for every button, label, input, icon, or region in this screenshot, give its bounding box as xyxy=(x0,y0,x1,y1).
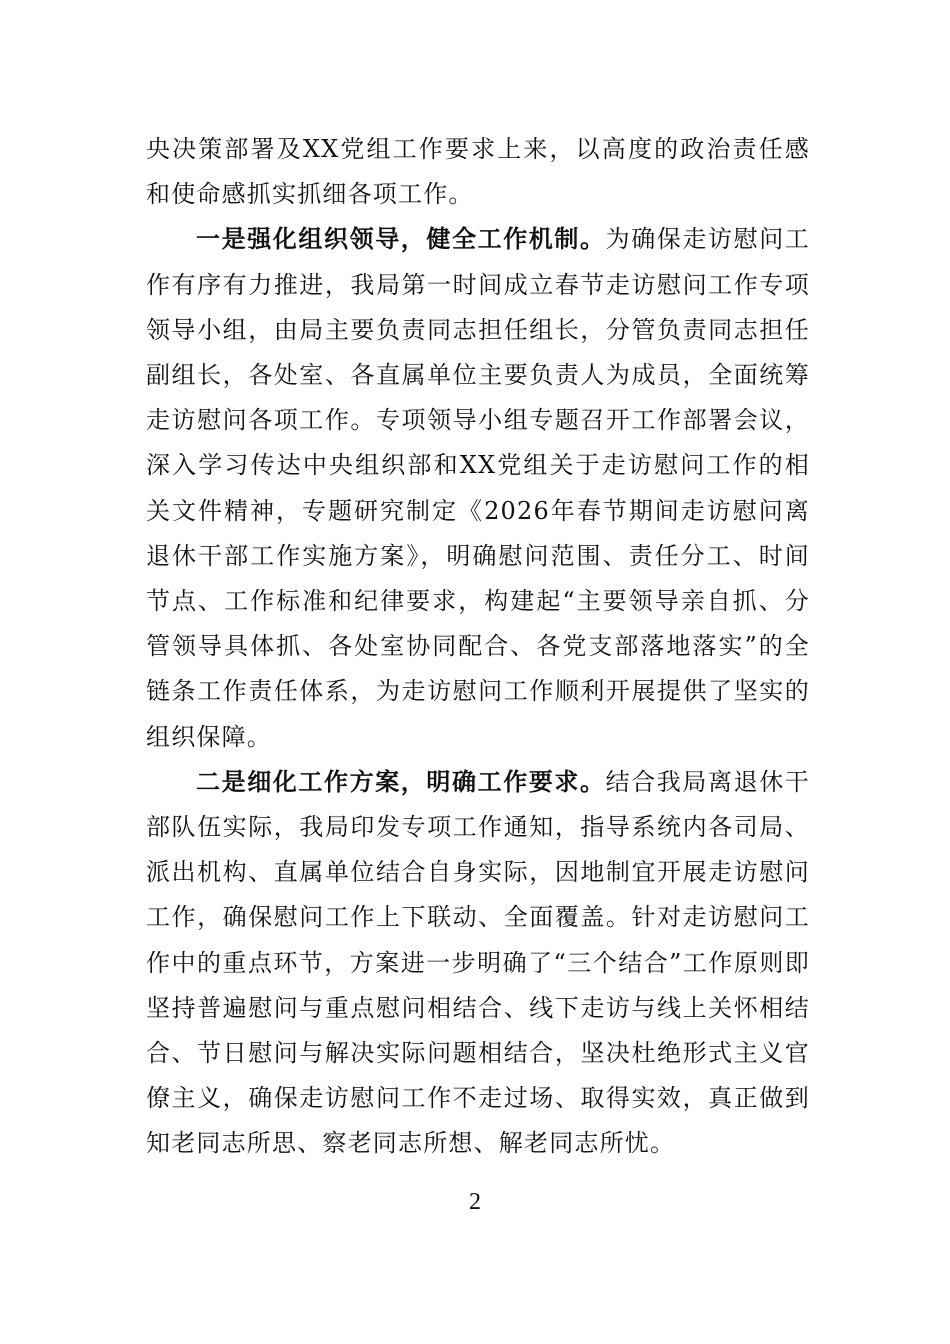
paragraph-text: 央决策部署及XX党组工作要求上来，以高度的政治责任感和使命感抓实抓细各项工作。 xyxy=(146,135,810,209)
paragraph-continuation xyxy=(146,127,810,217)
paragraph-heading: 一是强化组织领导，健全工作机制。 xyxy=(196,225,606,254)
paragraph-heading: 二是细化工作方案，明确工作要求。 xyxy=(196,767,606,796)
document-body xyxy=(146,127,810,1167)
paragraph-text: 结合我局离退休干部队伍实际，我局印发专项工作通知，指导系统内各司局、派出机构、直属单位结合自身实际，因地制宜开展走访慰问工作，确保慰问工作上下联动、全面覆盖。针对走访慰问工作中的重点环节，方案进一步明确了“三个结合”工作原则即坚持普遍慰问与重点慰问相结合、线下走访与线上关怀相结合、节日慰问与解决实际问题相结合，坚决杜绝形式主义官僚主义，确保走访慰问工作不走过场、取得实效，真正做到知老同志所思、察老同志所想、解老同志所忧。 xyxy=(146,767,810,1158)
page-number: 2 xyxy=(469,1189,481,1215)
paragraph-organization-leadership xyxy=(146,217,810,759)
paragraph-text: 为确保走访慰问工作有序有力推进，我局第一时间成立春节走访慰问工作专项领导小组，由局主要负责同志担任组长，分管负责同志担任副组长，各处室、各直属单位主要负责人为成员，全面统筹走访慰问各项工作。专项领导小组专题召开工作部署会议，深入学习传达中央组织部和XX党组关于走访慰问工作的相关文件精神，专题研究制定《2026年春节期间走访慰问离退休干部工作实施方案》，明确慰问范围、责任分工、时间节点、工作标准和纪律要求，构建起“主要领导亲自抓、分管领导具体抓、各处室协同配合、各党支部落地落实”的全链条工作责任体系，为走访慰问工作顺利开展提供了坚实的组织保障。 xyxy=(146,225,810,751)
paragraph-work-plan xyxy=(146,760,810,1167)
